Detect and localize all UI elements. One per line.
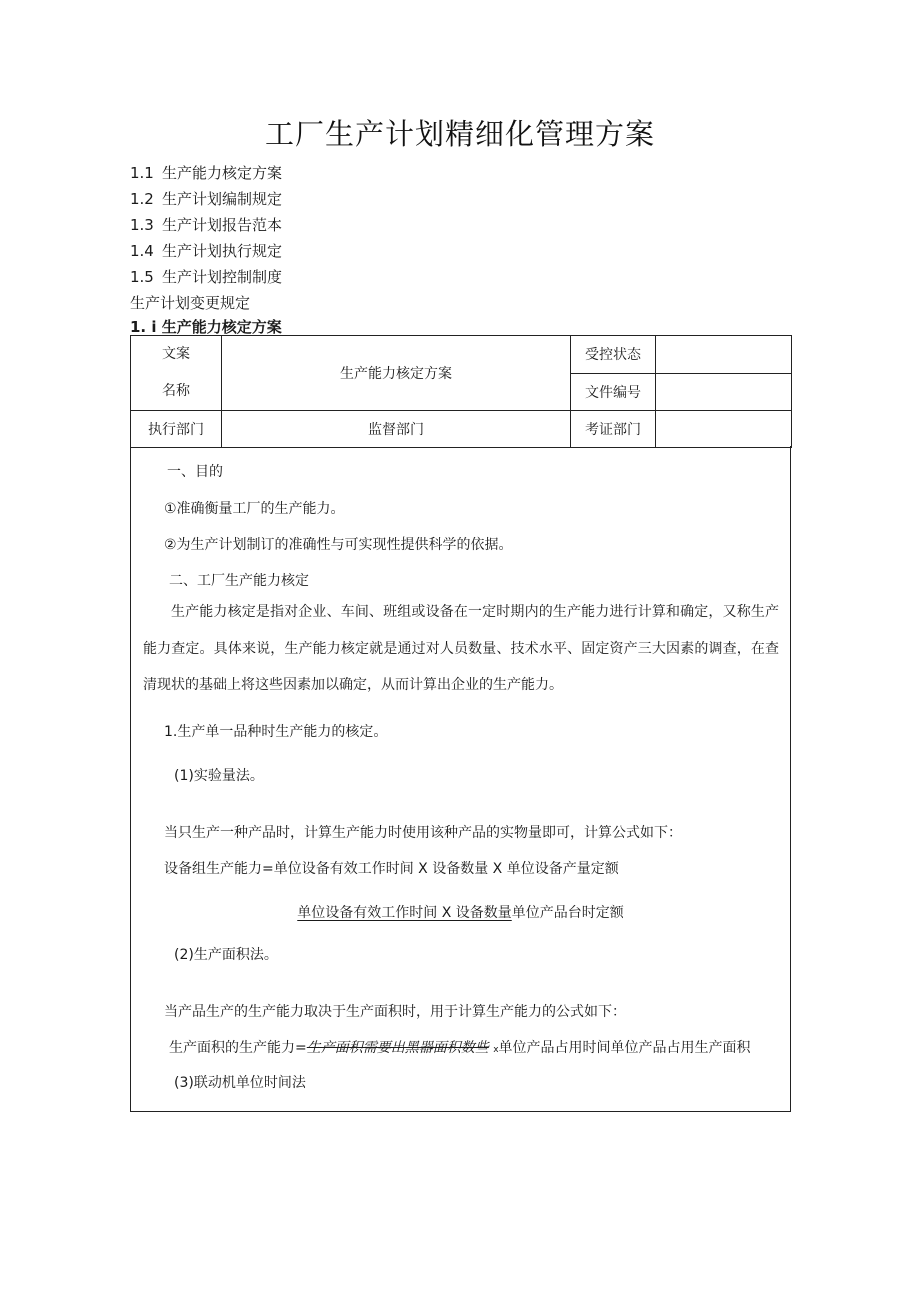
formula-underlined-part: 单位设备有效工作时间 X 设备数量 bbox=[297, 905, 512, 921]
heading-purpose: 一、目的 bbox=[167, 464, 223, 480]
document-title: 工厂生产计划精细化管理方案 bbox=[264, 117, 655, 151]
section-heading: 1. i 生产能力核定方案 bbox=[130, 318, 282, 336]
area-text: 当产品生产的生产能力取决于生产面积时，用于计算生产能力的公式如下： bbox=[164, 1004, 626, 1020]
toc-item[interactable] bbox=[130, 160, 282, 186]
toc-number: 1.5 bbox=[130, 268, 154, 286]
verifying-dept-value bbox=[656, 411, 792, 448]
toc-item[interactable] bbox=[130, 264, 282, 290]
document-info-table bbox=[130, 335, 792, 448]
executing-dept-label: 执行部门 bbox=[131, 411, 222, 448]
method-linked-machine: (3)联动机单位时间法 bbox=[174, 1075, 306, 1091]
label-wenan: 文案 bbox=[162, 346, 190, 362]
toc-label: 生产计划控制制度 bbox=[162, 268, 283, 286]
label-mingcheng: 名称 bbox=[162, 383, 190, 399]
content-box bbox=[130, 446, 791, 1112]
formula-equipment-group: 设备组生产能力=单位设备有效工作时间 X 设备数量 X 单位设备产量定额 bbox=[164, 861, 619, 877]
experiment-text: 当只生产一种产品时，计算生产能力时使用该种产品的实物量即可，计算公式如下： bbox=[164, 825, 682, 841]
subsection-single-product: 1.生产单一品种时生产能力的核定。 bbox=[164, 724, 388, 740]
method-experiment: (1)实验量法。 bbox=[174, 768, 264, 784]
table-of-contents bbox=[130, 160, 282, 316]
file-number-value bbox=[656, 373, 792, 411]
purpose-item-2: ②为生产计划制订的准确性与可实现性提供科学的依据。 bbox=[164, 537, 513, 553]
formula-area-struck: 生产面积需要出黑器面积数些 bbox=[306, 1040, 489, 1056]
control-status-value bbox=[656, 336, 792, 374]
doc-name-label-cell bbox=[131, 336, 222, 411]
verifying-dept-label: 考证部门 bbox=[571, 411, 656, 448]
toc-label: 生产计划编制规定 bbox=[162, 190, 283, 208]
toc-extra-item: 生产计划变更规定 bbox=[130, 294, 251, 312]
toc-label: 生产计划报告范本 bbox=[162, 216, 283, 234]
formula-rest-part: 单位产品台时定额 bbox=[511, 905, 624, 921]
toc-number: 1.4 bbox=[130, 242, 154, 260]
file-number-label: 文件编号 bbox=[571, 373, 656, 411]
toc-label: 生产能力核定方案 bbox=[162, 164, 283, 182]
capacity-definition-paragraph: 生产能力核定是指对企业、车间、班组或设备在一定时期内的生产能力进行计算和确定，又称生产能力查定。具体来说，生产能力核定就是通过对人员数量、技术水平、固定资产三大因素的调查，在查清现状的基础上将这些因素加以确定，从而计算出企业的生产能力。 bbox=[143, 604, 779, 693]
toc-label: 生产计划执行规定 bbox=[162, 242, 283, 260]
formula-denominator bbox=[131, 902, 790, 922]
control-status-label: 受控状态 bbox=[571, 336, 656, 374]
method-area: (2)生产面积法。 bbox=[174, 947, 278, 963]
toc-number: 1.2 bbox=[130, 190, 154, 208]
formula-area-suffix: 单位产品占用时间单位产品占用生产面积 bbox=[498, 1040, 751, 1056]
formula-area-prefix: 生产面积的生产能力= bbox=[169, 1040, 307, 1056]
supervising-dept-label: 监督部门 bbox=[222, 411, 571, 448]
toc-item[interactable] bbox=[130, 186, 282, 212]
formula-area bbox=[169, 1037, 751, 1057]
toc-item[interactable] bbox=[130, 238, 282, 264]
purpose-item-1: ①准确衡量工厂的生产能力。 bbox=[164, 501, 345, 517]
heading-capacity-check: 二、工厂生产能力核定 bbox=[169, 573, 309, 589]
toc-number: 1.3 bbox=[130, 216, 154, 234]
toc-item[interactable] bbox=[130, 212, 282, 238]
formula-area-x: x bbox=[493, 1045, 499, 1055]
toc-number: 1.1 bbox=[130, 164, 154, 182]
doc-name-value: 生产能力核定方案 bbox=[222, 336, 571, 411]
